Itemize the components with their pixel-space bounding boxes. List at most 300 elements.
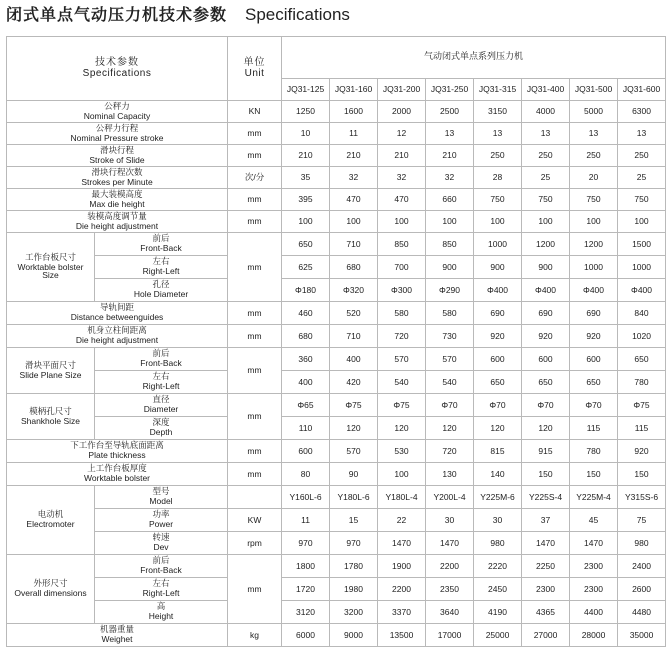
value-cell: 3370 <box>378 601 426 624</box>
table-row <box>7 211 666 233</box>
value-cell: 4190 <box>474 601 522 624</box>
row-label-cn: 上工作台板厚度 <box>87 464 147 475</box>
sub-label <box>95 233 228 256</box>
value-cell: 815 <box>474 440 522 463</box>
value-cell: 75 <box>618 509 666 532</box>
value-cell: 2200 <box>378 578 426 601</box>
value-cell: 900 <box>474 256 522 279</box>
unit-cell: mm <box>228 233 282 302</box>
value-cell: 28 <box>474 167 522 189</box>
value-cell: 250 <box>570 145 618 167</box>
value-cell: 1980 <box>330 578 378 601</box>
sub-label-en: Right-Left <box>142 381 180 391</box>
value-cell: Y225S-4 <box>522 486 570 509</box>
value-cell: 750 <box>522 189 570 211</box>
value-cell: 100 <box>330 211 378 233</box>
value-cell: Φ400 <box>570 279 618 302</box>
header-model: JQ31-160 <box>330 79 378 101</box>
value-cell: 625 <box>282 256 330 279</box>
value-cell: 35000 <box>618 624 666 647</box>
value-cell: 28000 <box>570 624 618 647</box>
sub-label-en: Hole Diameter <box>133 289 189 299</box>
value-cell: 395 <box>282 189 330 211</box>
value-cell: Y180L-6 <box>330 486 378 509</box>
value-cell: 150 <box>522 463 570 486</box>
unit-cell: mm <box>228 348 282 394</box>
value-cell: Φ400 <box>474 279 522 302</box>
value-cell: 2000 <box>378 101 426 123</box>
table-row <box>7 123 666 145</box>
value-cell: 1600 <box>330 101 378 123</box>
value-cell: 850 <box>378 233 426 256</box>
row-label-cn: 最大装模高度 <box>91 189 143 200</box>
value-cell: Φ400 <box>522 279 570 302</box>
value-cell: 600 <box>522 348 570 371</box>
value-cell: 30 <box>426 509 474 532</box>
header-model: JQ31-250 <box>426 79 474 101</box>
row-label-cn: 机器重量 <box>100 625 135 636</box>
table-row <box>7 463 666 486</box>
sub-label-en: Diameter <box>143 404 179 414</box>
unit-cell: KN <box>228 101 282 123</box>
value-cell: 6000 <box>282 624 330 647</box>
value-cell: Φ70 <box>570 394 618 417</box>
table-row <box>7 440 666 463</box>
header-model: JQ31-200 <box>378 79 426 101</box>
value-cell: 13500 <box>378 624 426 647</box>
row-label-cn: 滑块行程 <box>100 145 135 156</box>
value-cell: 100 <box>522 211 570 233</box>
value-cell: 1470 <box>378 532 426 555</box>
table-row <box>7 601 666 624</box>
value-cell: 120 <box>522 417 570 440</box>
value-cell: 970 <box>282 532 330 555</box>
table-row <box>7 417 666 440</box>
value-cell: 120 <box>378 417 426 440</box>
table-row <box>7 371 666 394</box>
table-row <box>7 145 666 167</box>
value-cell: Y180L-4 <box>378 486 426 509</box>
sub-label <box>95 532 228 555</box>
table-row <box>7 578 666 601</box>
row-label-cn: 机身立柱间距离 <box>87 326 147 337</box>
value-cell: 900 <box>426 256 474 279</box>
value-cell: Φ180 <box>282 279 330 302</box>
value-cell: 4000 <box>522 101 570 123</box>
group-label-en: Electromoter <box>26 519 75 529</box>
group-label-en: Worktable bolster <box>17 261 84 272</box>
title-cn: 闭式单点气动压力机技术参数 <box>6 5 228 24</box>
value-cell: 900 <box>522 256 570 279</box>
value-cell: 980 <box>474 532 522 555</box>
sub-label <box>95 578 228 601</box>
value-cell: 100 <box>378 211 426 233</box>
value-cell: 600 <box>474 348 522 371</box>
value-cell: 570 <box>426 348 474 371</box>
value-cell: 720 <box>378 325 426 348</box>
value-cell: 2220 <box>474 555 522 578</box>
group-label-cn: 外形尺寸 <box>33 579 68 590</box>
unit-cell: mm <box>228 440 282 463</box>
value-cell: 540 <box>378 371 426 394</box>
row-label <box>7 167 228 189</box>
table-row <box>7 555 666 578</box>
row-label <box>7 189 228 211</box>
value-cell: 690 <box>474 302 522 325</box>
value-cell: 150 <box>570 463 618 486</box>
value-cell: 15 <box>330 509 378 532</box>
header-model: JQ31-125 <box>282 79 330 101</box>
value-cell: 420 <box>330 371 378 394</box>
group-label <box>7 486 95 555</box>
value-cell: Φ65 <box>282 394 330 417</box>
value-cell: 1000 <box>474 233 522 256</box>
value-cell: 100 <box>378 463 426 486</box>
value-cell: 25000 <box>474 624 522 647</box>
value-cell: Φ70 <box>474 394 522 417</box>
table-row <box>7 325 666 348</box>
value-cell: 12 <box>378 123 426 145</box>
value-cell: Y200L-4 <box>426 486 474 509</box>
header-unit-en: Unit <box>244 67 265 79</box>
value-cell: 650 <box>618 348 666 371</box>
value-cell: 80 <box>282 463 330 486</box>
unit-cell: mm <box>228 211 282 233</box>
value-cell: Y225M-6 <box>474 486 522 509</box>
table-row <box>7 279 666 302</box>
group-label-cn: 电动机 <box>37 510 64 521</box>
value-cell: 25 <box>522 167 570 189</box>
value-cell: 970 <box>330 532 378 555</box>
header-unit-cn: 单位 <box>243 57 266 68</box>
header-model: JQ31-400 <box>522 79 570 101</box>
row-label <box>7 624 228 647</box>
value-cell: 100 <box>426 211 474 233</box>
value-cell: 650 <box>282 233 330 256</box>
value-cell: 780 <box>570 440 618 463</box>
row-label-en: Max die height <box>89 198 145 209</box>
value-cell: 3200 <box>330 601 378 624</box>
value-cell: 680 <box>282 325 330 348</box>
value-cell: 840 <box>618 302 666 325</box>
row-label-en: Nominal Capacity <box>83 110 151 121</box>
table-row <box>7 233 666 256</box>
row-label <box>7 463 228 486</box>
group-label <box>7 555 95 624</box>
value-cell: 2300 <box>570 578 618 601</box>
sub-label-en: Right-Left <box>142 266 180 276</box>
value-cell: 35 <box>282 167 330 189</box>
value-cell: 210 <box>330 145 378 167</box>
value-cell: 780 <box>618 371 666 394</box>
value-cell: 660 <box>426 189 474 211</box>
sub-label-cn: 功率 <box>152 510 170 521</box>
value-cell: 460 <box>282 302 330 325</box>
sub-label <box>95 486 228 509</box>
group-label <box>7 348 95 394</box>
value-cell: 5000 <box>570 101 618 123</box>
group-label-en: Overall dimensions <box>14 588 87 598</box>
value-cell: 90 <box>330 463 378 486</box>
header-series: 气动闭式单点系列压力机 <box>282 37 666 79</box>
value-cell: 2400 <box>618 555 666 578</box>
table-row <box>7 302 666 325</box>
sub-label-cn: 深度 <box>152 418 170 429</box>
sub-label-en: Front-Back <box>140 565 182 575</box>
group-label-cn: 滑块平面尺寸 <box>24 360 76 371</box>
value-cell: 250 <box>618 145 666 167</box>
row-label-en: Strokes per Minute <box>81 176 153 187</box>
sub-label-cn: 高 <box>156 602 166 613</box>
value-cell: 710 <box>330 233 378 256</box>
value-cell: 520 <box>330 302 378 325</box>
value-cell: 100 <box>474 211 522 233</box>
sub-label-cn: 左右 <box>152 579 170 590</box>
value-cell: 1200 <box>522 233 570 256</box>
unit-cell: mm <box>228 302 282 325</box>
value-cell: 920 <box>474 325 522 348</box>
table-row <box>7 532 666 555</box>
unit-cell: mm <box>228 325 282 348</box>
value-cell: Y315S-6 <box>618 486 666 509</box>
value-cell: 100 <box>282 211 330 233</box>
sub-label-en: Dev <box>153 542 169 552</box>
value-cell: 750 <box>474 189 522 211</box>
group-label-en: Slide Plane Size <box>19 369 82 380</box>
row-label-cn: 导轨间距 <box>100 303 135 314</box>
sub-label-en: Model <box>149 496 173 506</box>
value-cell: 2350 <box>426 578 474 601</box>
sub-label-en: Height <box>148 611 174 621</box>
value-cell: 3120 <box>282 601 330 624</box>
value-cell: 45 <box>570 509 618 532</box>
row-label-en: Distance betweenguides <box>70 312 164 322</box>
sub-label <box>95 601 228 624</box>
value-cell: Φ290 <box>426 279 474 302</box>
row-label <box>7 123 228 145</box>
row-label <box>7 101 228 123</box>
row-label-en: Nominal Pressure stroke <box>70 132 164 143</box>
value-cell: 210 <box>426 145 474 167</box>
spec-table <box>6 36 666 647</box>
value-cell: 22 <box>378 509 426 532</box>
table-row <box>7 256 666 279</box>
value-cell: 2450 <box>474 578 522 601</box>
sub-label-en: Right-Left <box>142 588 180 598</box>
value-cell: Φ400 <box>618 279 666 302</box>
sub-label-cn: 型号 <box>152 487 170 498</box>
value-cell: 210 <box>378 145 426 167</box>
value-cell: 20 <box>570 167 618 189</box>
unit-cell: kg <box>228 624 282 647</box>
value-cell: 1900 <box>378 555 426 578</box>
value-cell: Φ75 <box>330 394 378 417</box>
value-cell: 11 <box>330 123 378 145</box>
value-cell: 1720 <box>282 578 330 601</box>
row-label-cn: 公秤力 <box>104 101 130 112</box>
value-cell: 750 <box>618 189 666 211</box>
group-label <box>7 394 95 440</box>
unit-cell: mm <box>228 555 282 624</box>
value-cell: 1500 <box>618 233 666 256</box>
group-label-en2: Size <box>42 270 59 281</box>
row-label-en: Stroke of Slide <box>89 154 145 165</box>
table-row <box>7 624 666 647</box>
sub-label <box>95 417 228 440</box>
value-cell: 1800 <box>282 555 330 578</box>
sub-label <box>95 555 228 578</box>
value-cell: 13 <box>522 123 570 145</box>
value-cell: 650 <box>522 371 570 394</box>
value-cell: 1000 <box>570 256 618 279</box>
value-cell: 650 <box>474 371 522 394</box>
value-cell: 30 <box>474 509 522 532</box>
value-cell: Y160L-6 <box>282 486 330 509</box>
value-cell: Φ70 <box>522 394 570 417</box>
value-cell: 3640 <box>426 601 474 624</box>
sub-label-cn: 左右 <box>152 372 170 383</box>
sub-label <box>95 394 228 417</box>
sub-label-cn: 直径 <box>152 395 170 406</box>
value-cell: 13 <box>474 123 522 145</box>
value-cell: 6300 <box>618 101 666 123</box>
value-cell: Φ70 <box>426 394 474 417</box>
value-cell: 100 <box>570 211 618 233</box>
value-cell: 25 <box>618 167 666 189</box>
unit-cell: KW <box>228 509 282 532</box>
table-row <box>7 394 666 417</box>
value-cell: 580 <box>426 302 474 325</box>
unit-cell: mm <box>228 463 282 486</box>
header-param <box>7 37 228 101</box>
sub-label <box>95 279 228 302</box>
value-cell: 10 <box>282 123 330 145</box>
unit-cell: mm <box>228 123 282 145</box>
value-cell: 210 <box>282 145 330 167</box>
value-cell: 115 <box>570 417 618 440</box>
value-cell: 570 <box>378 348 426 371</box>
row-label <box>7 145 228 167</box>
header-param-cn: 技术参数 <box>95 57 139 68</box>
value-cell: Φ320 <box>330 279 378 302</box>
value-cell: 690 <box>522 302 570 325</box>
value-cell: 400 <box>282 371 330 394</box>
value-cell: 690 <box>570 302 618 325</box>
value-cell: 32 <box>378 167 426 189</box>
row-label-en: Die height adjustment <box>75 335 159 345</box>
value-cell: 27000 <box>522 624 570 647</box>
row-label-cn: 装模高度调节量 <box>87 211 147 222</box>
sub-label-cn: 前后 <box>152 556 170 567</box>
value-cell: 920 <box>618 440 666 463</box>
value-cell: 920 <box>522 325 570 348</box>
row-label <box>7 211 228 233</box>
value-cell: 2500 <box>426 101 474 123</box>
row-label <box>7 440 228 463</box>
sub-label-cn: 前后 <box>152 234 170 245</box>
row-label <box>7 302 228 325</box>
value-cell: 920 <box>570 325 618 348</box>
sub-label-en: Front-Back <box>140 243 182 253</box>
unit-cell: rpm <box>228 532 282 555</box>
value-cell: 570 <box>330 440 378 463</box>
value-cell: 120 <box>330 417 378 440</box>
sub-label-en: Depth <box>149 427 173 437</box>
value-cell: 1020 <box>618 325 666 348</box>
row-label-cn: 滑块行程次数 <box>91 167 143 178</box>
unit-cell: mm <box>228 189 282 211</box>
row-label <box>7 325 228 348</box>
title-en: Specifications <box>245 5 350 24</box>
value-cell: 400 <box>330 348 378 371</box>
table-row <box>7 167 666 189</box>
sub-label-cn: 转速 <box>152 533 170 544</box>
value-cell: 720 <box>426 440 474 463</box>
sub-label <box>95 509 228 532</box>
header-param-en: Specifications <box>82 67 152 79</box>
group-label-cn: 模柄孔尺寸 <box>29 406 72 417</box>
value-cell: 1250 <box>282 101 330 123</box>
value-cell: 980 <box>618 532 666 555</box>
value-cell: 2300 <box>522 578 570 601</box>
value-cell: 2250 <box>522 555 570 578</box>
value-cell: 17000 <box>426 624 474 647</box>
value-cell: 1470 <box>522 532 570 555</box>
value-cell: 250 <box>474 145 522 167</box>
header-model: JQ31-600 <box>618 79 666 101</box>
row-label-en: Weighet <box>101 634 133 644</box>
header-model: JQ31-315 <box>474 79 522 101</box>
value-cell: 13 <box>426 123 474 145</box>
value-cell: 850 <box>426 233 474 256</box>
sub-label-cn: 左右 <box>152 257 170 268</box>
table-row <box>7 189 666 211</box>
value-cell: 250 <box>522 145 570 167</box>
value-cell: 100 <box>618 211 666 233</box>
table-row <box>7 486 666 509</box>
value-cell: 2200 <box>426 555 474 578</box>
value-cell: 120 <box>474 417 522 440</box>
value-cell: 120 <box>426 417 474 440</box>
value-cell: Φ75 <box>378 394 426 417</box>
value-cell: 915 <box>522 440 570 463</box>
value-cell: 710 <box>330 325 378 348</box>
sub-label-en: Front-Back <box>140 358 182 368</box>
value-cell: 1470 <box>570 532 618 555</box>
table-row <box>7 348 666 371</box>
row-label-cn: 下工作台至导轨底面距离 <box>70 441 164 452</box>
value-cell: 540 <box>426 371 474 394</box>
value-cell: 130 <box>426 463 474 486</box>
sub-label <box>95 256 228 279</box>
row-label-cn: 公秤力行程 <box>95 123 139 134</box>
value-cell: 600 <box>282 440 330 463</box>
unit-cell: 次/分 <box>228 167 282 189</box>
group-label-en: Shankhole Size <box>20 415 81 426</box>
unit-cell: mm <box>228 394 282 440</box>
sub-label-cn: 孔径 <box>152 280 170 291</box>
value-cell: Φ75 <box>618 394 666 417</box>
value-cell: 3150 <box>474 101 522 123</box>
header-model: JQ31-500 <box>570 79 618 101</box>
value-cell: 115 <box>618 417 666 440</box>
value-cell: 11 <box>282 509 330 532</box>
value-cell: 4365 <box>522 601 570 624</box>
value-cell: 140 <box>474 463 522 486</box>
value-cell: Y225M-4 <box>570 486 618 509</box>
sub-label-en: Power <box>148 519 174 529</box>
value-cell: 360 <box>282 348 330 371</box>
